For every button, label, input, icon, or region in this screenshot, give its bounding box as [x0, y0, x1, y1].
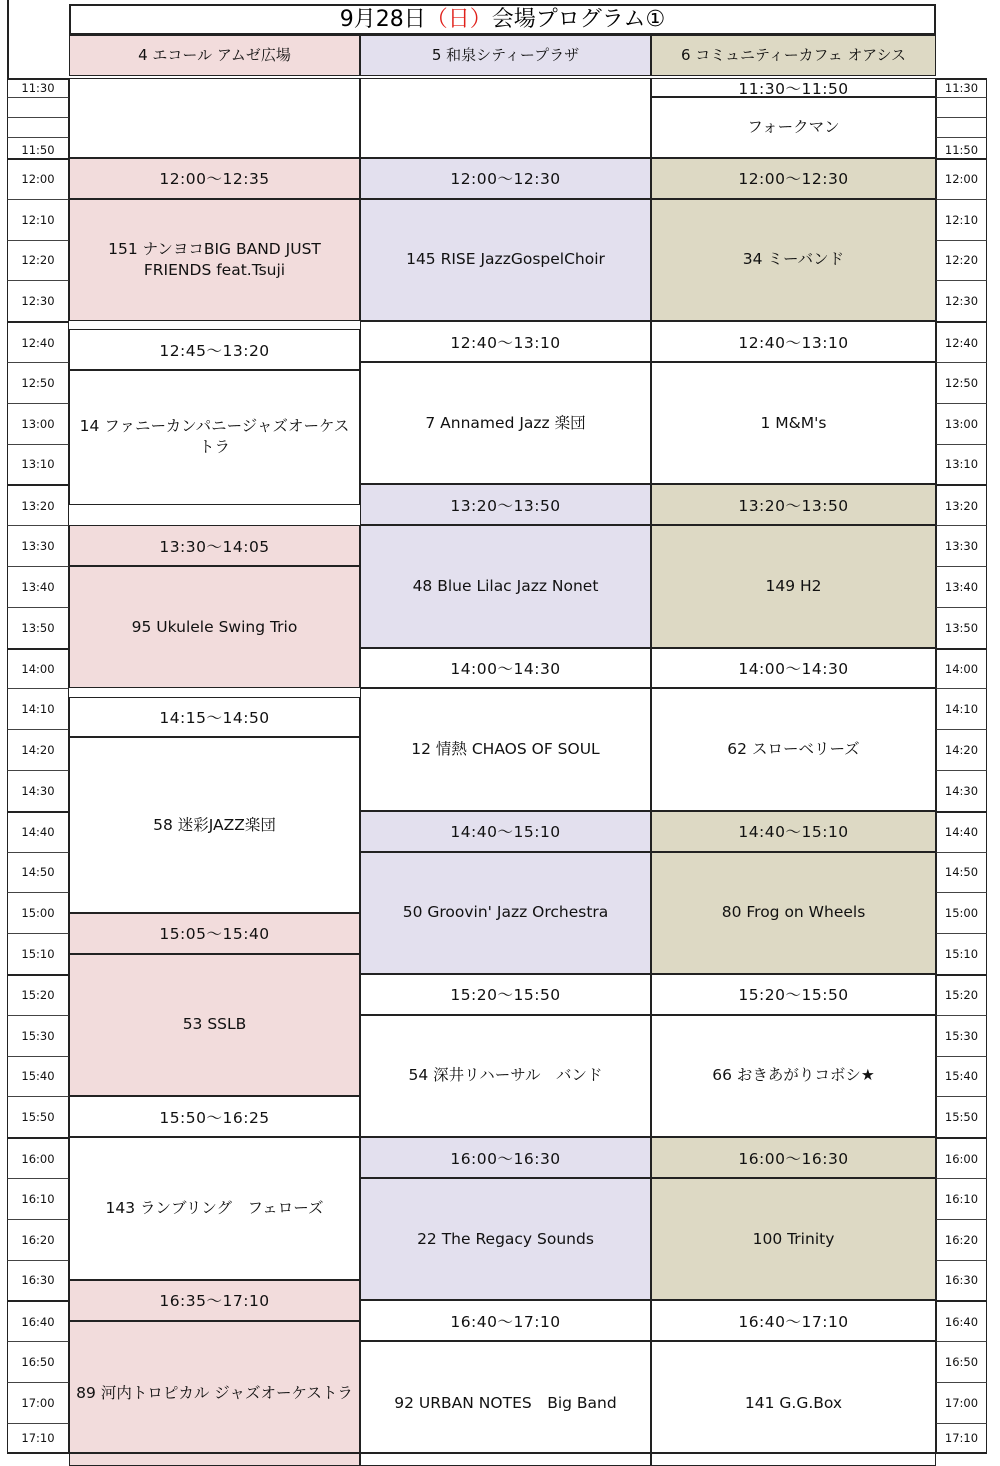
- oasis-slot-band: 62 スローベリーズ: [651, 688, 936, 810]
- time-label-l: 13:40: [7, 566, 69, 607]
- time-label-l: 15:50: [7, 1096, 69, 1137]
- time-label-l: 16:50: [7, 1341, 69, 1382]
- time-label-r: 12:30: [936, 280, 987, 321]
- time-label-r: 15:10: [936, 933, 987, 974]
- ecole-slot-time: 16:35〜17:10: [69, 1280, 360, 1321]
- ecole-slot-time: 12:45〜13:20: [69, 329, 360, 370]
- izumi-slot-time: 16:00〜16:30: [360, 1137, 651, 1178]
- time-label-l: 17:10: [7, 1423, 69, 1452]
- ecole-slot-band: 89 河内トロピカル ジャズオーケストラ: [69, 1321, 360, 1466]
- time-label-l: 12:30: [7, 280, 69, 321]
- izumi-slot-band: 22 The Regacy Sounds: [360, 1178, 651, 1300]
- ecole-slot-time: 14:15〜14:50: [69, 697, 360, 738]
- time-label-l: 12:00: [7, 158, 69, 199]
- izumi-slot-time: 14:40〜15:10: [360, 811, 651, 852]
- time-label-l: 12:40: [7, 321, 69, 362]
- izumi-slot-band: 12 情熱 CHAOS OF SOUL: [360, 688, 651, 810]
- izumi-slot-band: 48 Blue Lilac Jazz Nonet: [360, 525, 651, 647]
- ecole-slot-band: 58 迷彩JAZZ楽団: [69, 737, 360, 912]
- time-label-r: 12:00: [936, 158, 987, 199]
- time-label-l: [7, 117, 69, 137]
- ecole-slot-time: 15:05〜15:40: [69, 913, 360, 954]
- bottom-border: [7, 1452, 987, 1454]
- oasis-slot-band: 1 M&M's: [651, 362, 936, 484]
- oasis-slot-band: 66 おきあがりコボシ★: [651, 1015, 936, 1137]
- ecole-slot-band: 14 ファニーカンパニージャズオーケストラ: [69, 370, 360, 505]
- time-label-r: 17:10: [936, 1423, 987, 1452]
- time-label-r: 16:20: [936, 1219, 987, 1260]
- title-day: （日）: [425, 7, 492, 32]
- oasis-slot-band: 100 Trinity: [651, 1178, 936, 1300]
- time-label-r: 14:50: [936, 852, 987, 893]
- izumi-slot-time: 12:00〜12:30: [360, 158, 651, 199]
- time-label-r: 13:10: [936, 444, 987, 485]
- time-label-r: 13:40: [936, 566, 987, 607]
- time-label-r: 14:10: [936, 688, 987, 729]
- time-label-l: 14:30: [7, 770, 69, 811]
- ecole-slot-band: 143 ランブリング フェローズ: [69, 1137, 360, 1280]
- time-label-l: 16:40: [7, 1300, 69, 1341]
- oasis-slot-time: 12:40〜13:10: [651, 321, 936, 362]
- izumi-slot-band: 145 RISE JazzGospelChoir: [360, 199, 651, 321]
- page-title: [69, 4, 936, 35]
- time-label-l: 13:20: [7, 484, 69, 525]
- time-label-l: 16:30: [7, 1260, 69, 1301]
- time-label-r: 12:20: [936, 240, 987, 281]
- ecole-slot-time: 13:30〜14:05: [69, 525, 360, 566]
- ecole-slot-band: 95 Ukulele Swing Trio: [69, 566, 360, 688]
- time-label-r: 12:40: [936, 321, 987, 362]
- time-label-l: 12:50: [7, 362, 69, 403]
- venue-header-ecole: 4 エコール アムゼ広場: [69, 35, 360, 76]
- empty-slot: [69, 78, 360, 158]
- title-suffix: 会場プログラム①: [491, 7, 666, 32]
- venue-header-oasis: 6 コミュニティーカフェ オアシス: [651, 35, 936, 76]
- time-label-l: 14:50: [7, 852, 69, 893]
- oasis-slot-time: 13:20〜13:50: [651, 484, 936, 525]
- time-label-r: 14:00: [936, 648, 987, 689]
- time-label-r: 16:00: [936, 1137, 987, 1178]
- ecole-slot-time: 15:50〜16:25: [69, 1096, 360, 1137]
- time-label-l: 14:20: [7, 729, 69, 770]
- time-label-l: 16:20: [7, 1219, 69, 1260]
- ecole-slot-band: 53 SSLB: [69, 954, 360, 1097]
- time-label-r: 16:30: [936, 1260, 987, 1301]
- title-date: 9月28日: [339, 7, 426, 32]
- time-label-r: 12:50: [936, 362, 987, 403]
- time-label-r: 15:40: [936, 1056, 987, 1097]
- izumi-slot-band: 50 Groovin' Jazz Orchestra: [360, 852, 651, 974]
- time-label-r: 15:20: [936, 974, 987, 1015]
- time-label-r: 14:30: [936, 770, 987, 811]
- time-label-l: 15:30: [7, 1015, 69, 1056]
- time-label-l: 12:20: [7, 240, 69, 281]
- time-label-r: 13:30: [936, 525, 987, 566]
- time-label-r: 11:30: [936, 78, 987, 97]
- time-label-l: [7, 97, 69, 117]
- time-label-r: 14:20: [936, 729, 987, 770]
- izumi-slot-time: 16:40〜17:10: [360, 1300, 651, 1341]
- time-label-l: 15:20: [7, 974, 69, 1015]
- time-label-l: 11:50: [7, 137, 69, 158]
- time-label-r: 12:10: [936, 199, 987, 240]
- time-label-r: 11:50: [936, 137, 987, 158]
- oasis-slot-time: 16:00〜16:30: [651, 1137, 936, 1178]
- time-label-r: 13:20: [936, 484, 987, 525]
- time-label-l: 14:10: [7, 688, 69, 729]
- oasis-slot-band: 80 Frog on Wheels: [651, 852, 936, 974]
- time-label-l: 15:40: [7, 1056, 69, 1097]
- venue-header-izumi: 5 和泉シティープラザ: [360, 35, 651, 76]
- left-edge-line: [7, 0, 9, 78]
- time-label-l: 13:00: [7, 403, 69, 444]
- time-label-r: 15:50: [936, 1096, 987, 1137]
- oasis-slot-band: 34 ミーバンド: [651, 199, 936, 321]
- time-label-l: 15:10: [7, 933, 69, 974]
- oasis-slot-time: 16:40〜17:10: [651, 1300, 936, 1341]
- time-label-r: [936, 117, 987, 137]
- time-label-l: 13:50: [7, 607, 69, 648]
- ecole-slot-band: 151 ナンヨコBIG BAND JUST FRIENDS feat.Tsuji: [69, 199, 360, 321]
- empty-slot: [360, 78, 651, 158]
- oasis-slot-band: 149 H2: [651, 525, 936, 647]
- time-label-l: 17:00: [7, 1382, 69, 1423]
- izumi-slot-band: 92 URBAN NOTES Big Band: [360, 1341, 651, 1466]
- time-label-r: 17:00: [936, 1382, 987, 1423]
- izumi-slot-time: 15:20〜15:50: [360, 974, 651, 1015]
- time-label-r: 16:40: [936, 1300, 987, 1341]
- izumi-slot-time: 14:00〜14:30: [360, 648, 651, 689]
- oasis-slot-time: 15:20〜15:50: [651, 974, 936, 1015]
- oasis-slot-time: 14:40〜15:10: [651, 811, 936, 852]
- time-label-l: 14:40: [7, 811, 69, 852]
- time-label-r: [936, 97, 987, 117]
- time-label-r: 15:30: [936, 1015, 987, 1056]
- ecole-slot-time: 12:00〜12:35: [69, 158, 360, 199]
- time-label-l: 14:00: [7, 648, 69, 689]
- oasis-slot-time: 12:00〜12:30: [651, 158, 936, 199]
- izumi-slot-time: 13:20〜13:50: [360, 484, 651, 525]
- oasis-slot-time: 14:00〜14:30: [651, 648, 936, 689]
- time-label-r: 15:00: [936, 892, 987, 933]
- time-label-l: 13:30: [7, 525, 69, 566]
- time-label-l: 12:10: [7, 199, 69, 240]
- time-label-r: 14:40: [936, 811, 987, 852]
- izumi-slot-band: 7 Annamed Jazz 楽団: [360, 362, 651, 484]
- time-label-l: 11:30: [7, 78, 69, 97]
- time-label-l: 15:00: [7, 892, 69, 933]
- oasis-slot-band: 141 G.G.Box: [651, 1341, 936, 1466]
- time-label-l: 16:10: [7, 1178, 69, 1219]
- oasis-slot-band: フォークマン: [651, 97, 936, 158]
- oasis-slot-time: 11:30〜11:50: [651, 78, 936, 97]
- time-label-r: 16:50: [936, 1341, 987, 1382]
- time-label-r: 16:10: [936, 1178, 987, 1219]
- izumi-slot-band: 54 深井リハーサル バンド: [360, 1015, 651, 1137]
- time-label-l: 16:00: [7, 1137, 69, 1178]
- time-label-r: 13:50: [936, 607, 987, 648]
- izumi-slot-time: 12:40〜13:10: [360, 321, 651, 362]
- time-label-l: 13:10: [7, 444, 69, 485]
- time-label-r: 13:00: [936, 403, 987, 444]
